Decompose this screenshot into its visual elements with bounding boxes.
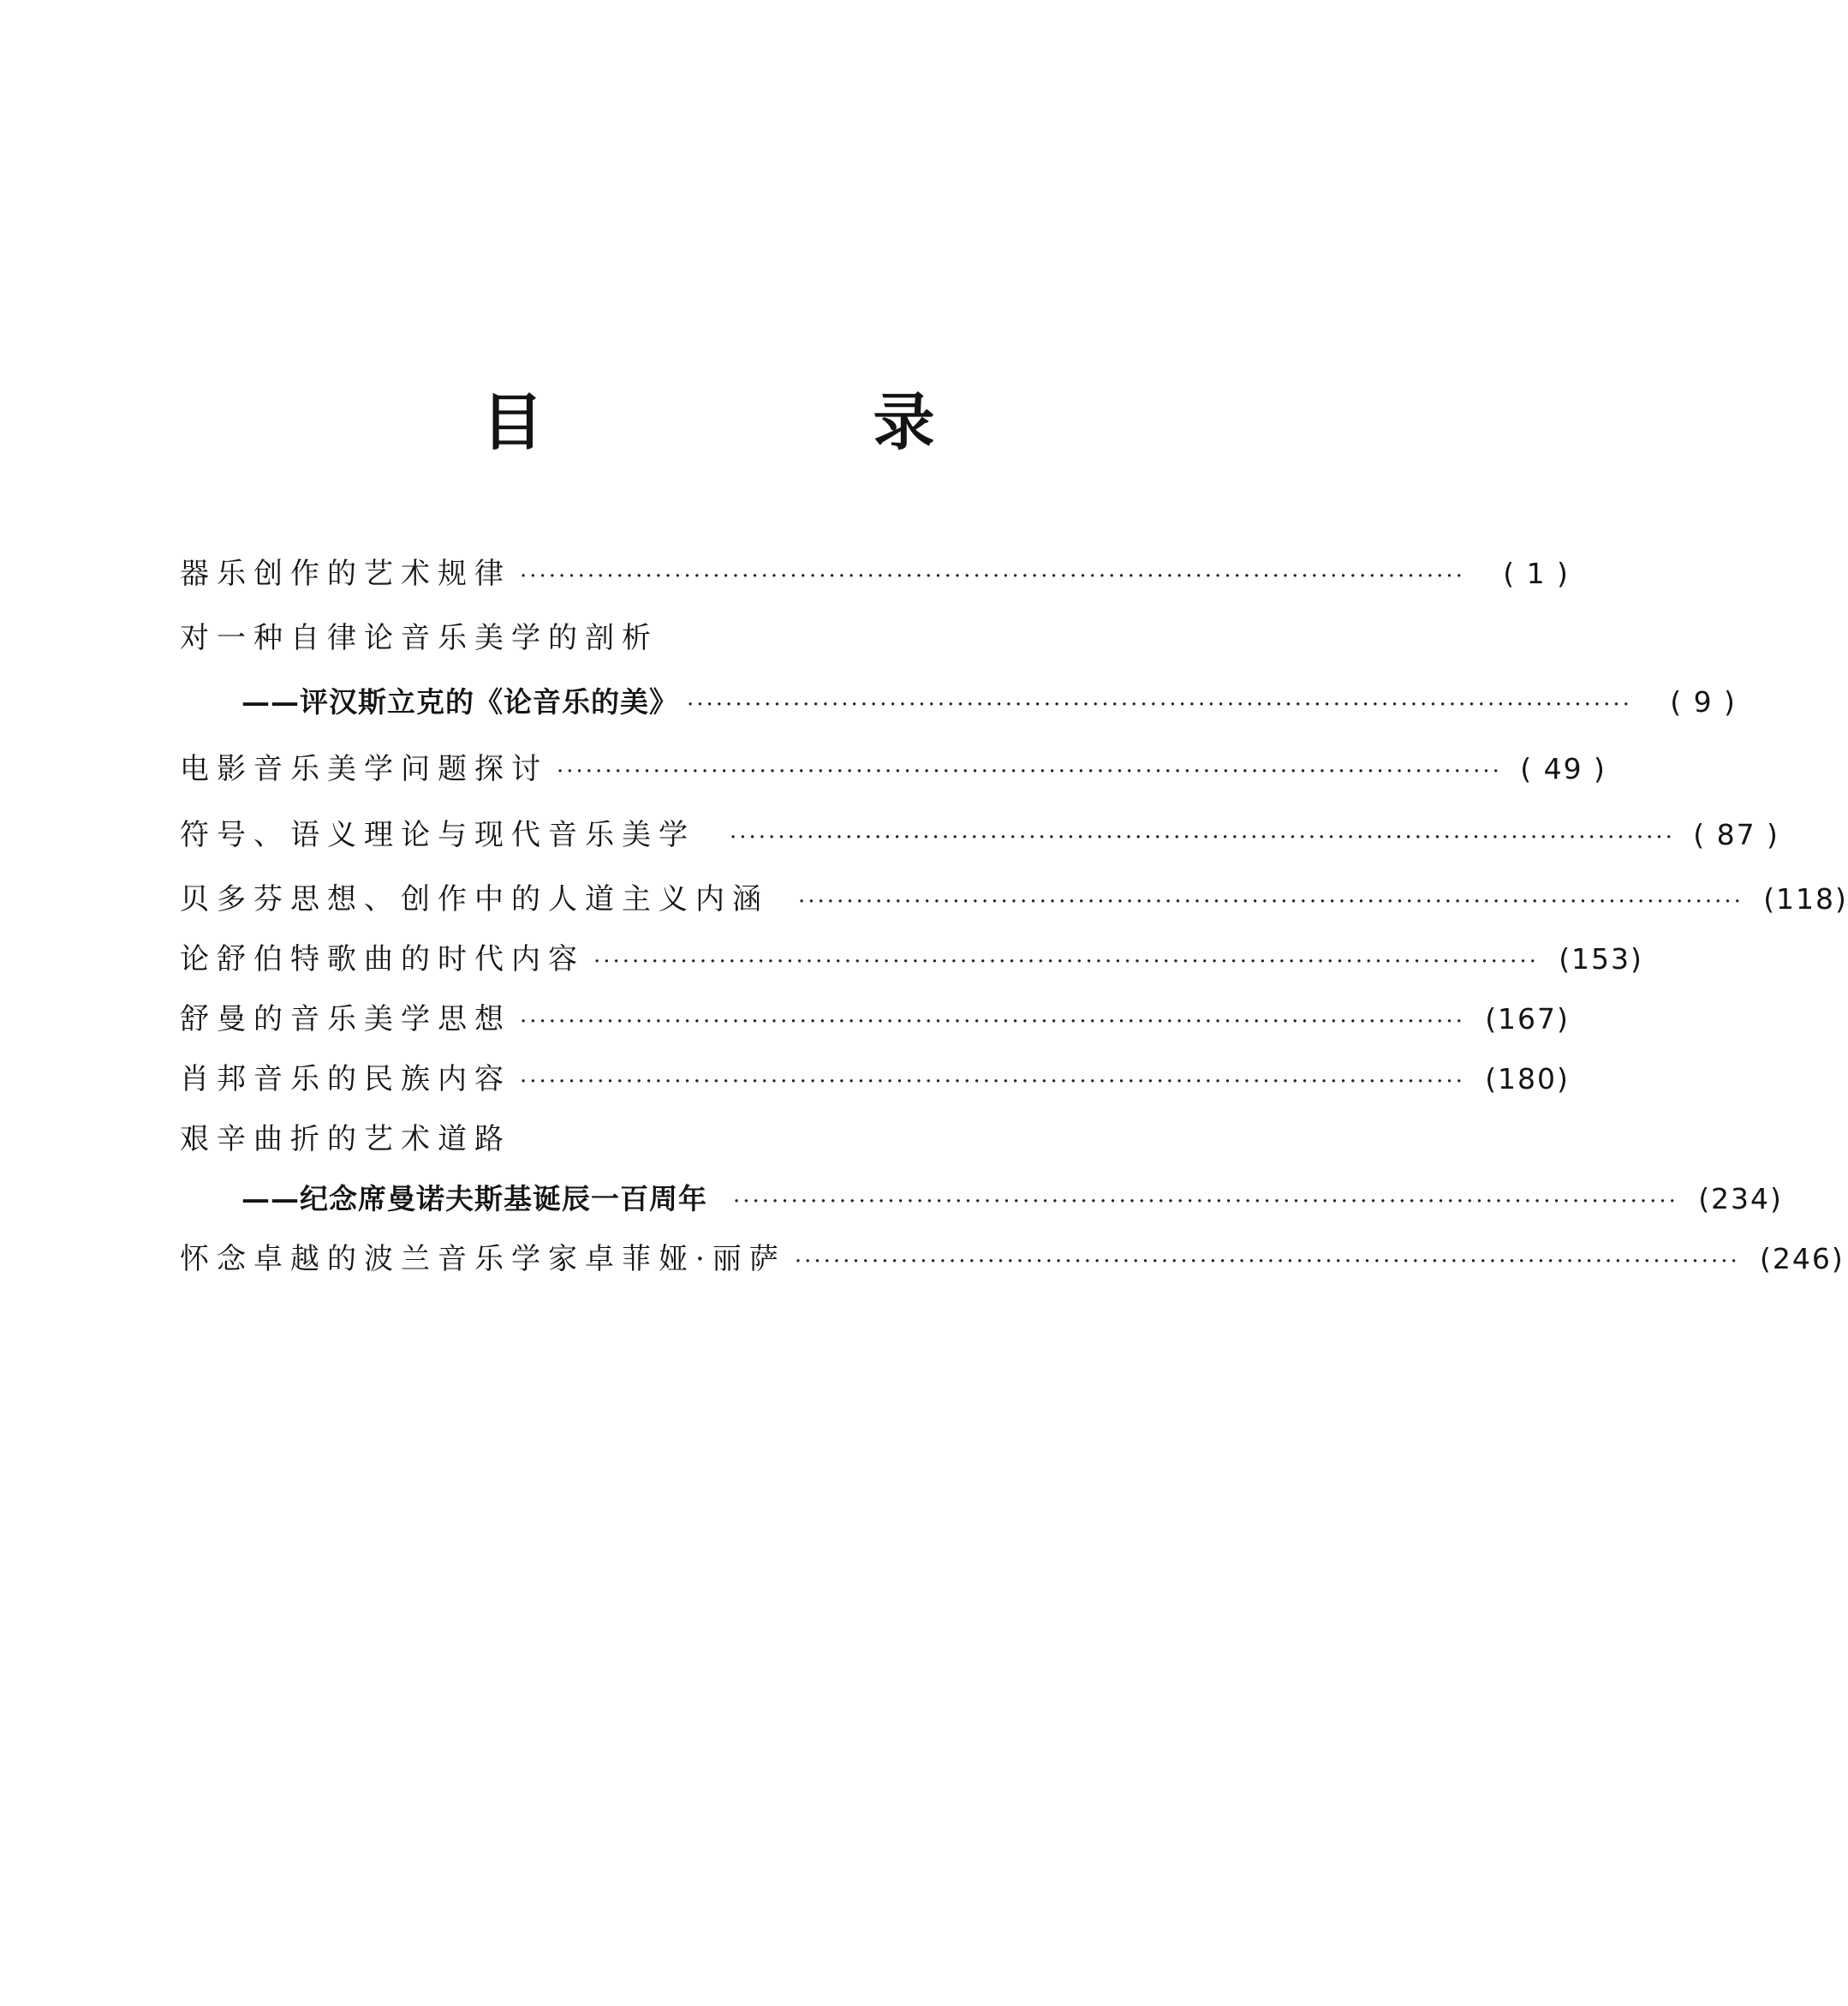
toc-entry-title: ——纪念席曼诺夫斯基诞辰一百周年 [241,1182,707,1215]
toc-entry-title: 怀念卓越的波兰音乐学家卓菲娅·丽萨 [180,1242,786,1276]
toc-entry-title: 艰辛曲折的艺术道路 [180,1122,511,1156]
leader-dots: ·································································································· [520,1009,1465,1035]
leader-dots: ·································································································· [593,949,1539,975]
leader-dots: ·································································································· [520,1069,1465,1095]
toc-entry-page: ( 9 ) [1670,685,1737,719]
toc-entry-title: 贝多芬思想、创作中的人道主义内涵 [180,882,769,916]
leader-dots: ·································································································· [730,825,1675,851]
toc-entry-title: 电影音乐美学问题探讨 [180,752,548,786]
leader-dots: ·································································································· [520,564,1465,589]
toc-entry-page: (167) [1485,1002,1570,1036]
toc-entry-title: 器乐创作的艺术规律 [180,557,511,591]
leader-dots: ·································································································· [687,692,1632,718]
toc-entry-page: (153) [1559,942,1643,976]
leader-dots: ·································································································· [557,759,1502,785]
toc-entry[interactable] [180,748,1607,791]
toc-entry-page: ( 1 ) [1503,557,1570,590]
toc-entry[interactable] [180,1058,1570,1101]
toc-entry[interactable] [180,998,1570,1041]
toc-entry-subtitle[interactable] [180,1178,1783,1221]
toc-entry[interactable] [180,878,1848,921]
leader-dots: ·································································································· [798,889,1744,915]
toc-entry-title: 对一种自律论音乐美学的剖析 [180,621,659,655]
toc-entry-title: 符号、语义理论与现代音乐美学 [180,818,695,852]
toc-entry-title: ——评汉斯立克的《论音乐的美》 [241,685,678,719]
toc-entry-page: ( 87 ) [1693,818,1779,851]
toc-entry-page: (234) [1698,1182,1783,1215]
toc-entry[interactable] [180,938,1643,981]
toc-entry[interactable] [180,1238,1845,1281]
page-title: 目 录 [481,386,1089,458]
toc-entry-page: (180) [1485,1062,1570,1096]
toc-entry-page: (246) [1760,1242,1845,1275]
toc-entry-title: 肖邦音乐的民族内容 [180,1062,511,1096]
toc-entry[interactable] [180,552,1570,595]
toc-entry-page: (118) [1763,882,1848,916]
toc-entry-title: 论舒伯特歌曲的时代内容 [180,942,585,976]
toc-entry[interactable] [180,617,1252,660]
leader-dots: ·································································································· [733,1189,1678,1215]
toc-entry[interactable] [180,1118,1252,1161]
toc-entry-page: ( 49 ) [1520,752,1607,785]
toc-entry-title: 舒曼的音乐美学思想 [180,1002,511,1036]
toc-entry-subtitle[interactable] [180,681,1737,724]
leader-dots: ·································································································· [794,1249,1740,1275]
toc-entry[interactable] [180,814,1779,857]
